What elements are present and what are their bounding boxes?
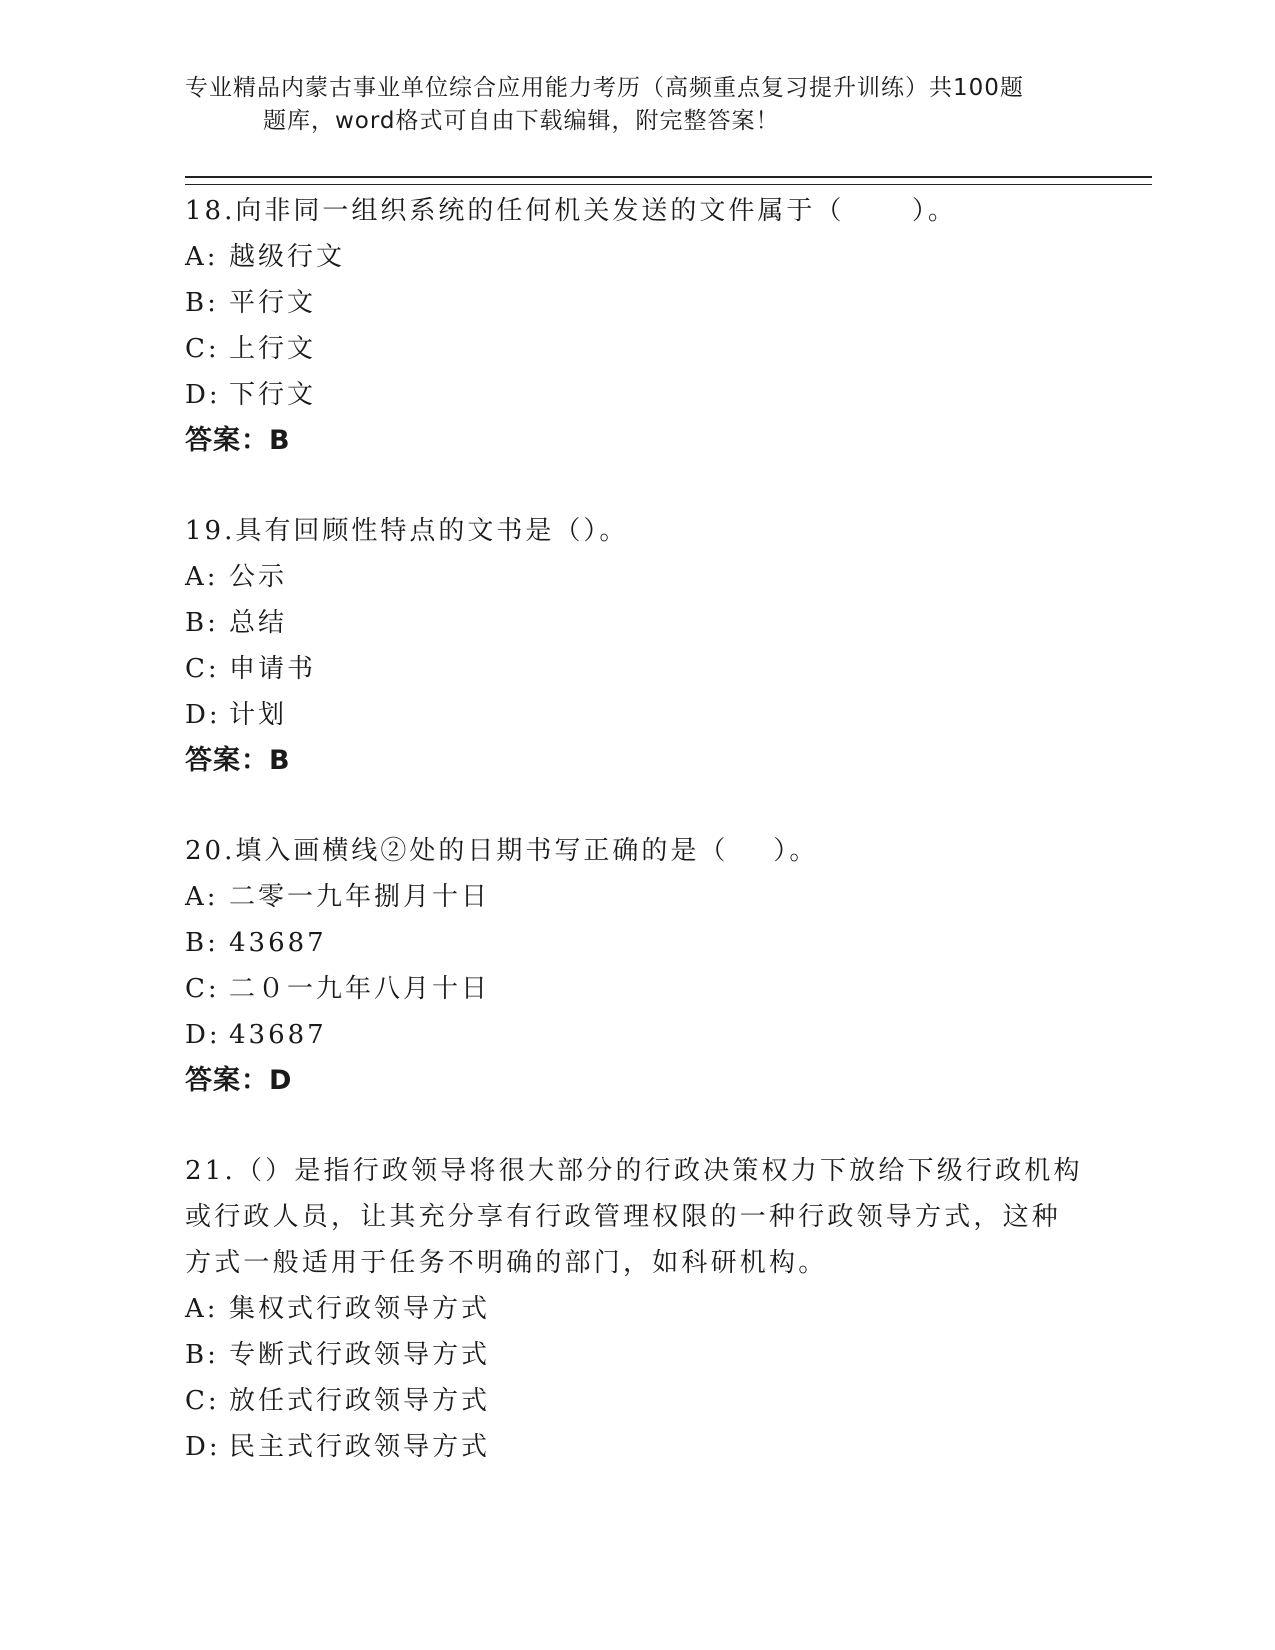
option-d bbox=[185, 1424, 1085, 1470]
option-letter: D: bbox=[185, 700, 221, 730]
option-letter: A: bbox=[185, 882, 219, 912]
question-21 bbox=[185, 1148, 1085, 1470]
option-letter: D: bbox=[185, 380, 221, 410]
option-text: 民主式行政领导方式 bbox=[229, 1432, 491, 1462]
option-letter: A: bbox=[185, 562, 219, 592]
option-d bbox=[185, 692, 1085, 738]
option-a bbox=[185, 554, 1085, 600]
option-letter: D: bbox=[185, 1432, 221, 1462]
option-letter: B: bbox=[185, 1340, 219, 1370]
question-text: 21.（）是指行政领导将很大部分的行政决策权力下放给下级行政机构或行政人员，让其充分享有行政管理权限的一种行政领导方式，这种方式一般适用于任务不明确的部门，如科研机构。 bbox=[185, 1156, 1083, 1278]
option-letter: B: bbox=[185, 288, 219, 318]
option-letter: D: bbox=[185, 1020, 221, 1050]
option-text: 公示 bbox=[229, 562, 288, 592]
answer-label: 答案：B bbox=[185, 745, 291, 776]
option-c bbox=[185, 646, 1085, 692]
option-letter: C: bbox=[185, 654, 220, 684]
option-a bbox=[185, 234, 1085, 280]
option-d bbox=[185, 372, 1085, 418]
option-text: 专断式行政领导方式 bbox=[229, 1340, 491, 1370]
page-header bbox=[185, 72, 1085, 138]
option-text: 总结 bbox=[229, 608, 288, 638]
option-letter: C: bbox=[185, 974, 220, 1004]
option-c bbox=[185, 966, 1085, 1012]
question-text: 20.填入画横线②处的日期书写正确的是（ ）。 bbox=[185, 836, 819, 866]
option-text: 集权式行政领导方式 bbox=[229, 1294, 491, 1324]
option-text: 越级行文 bbox=[229, 242, 346, 272]
option-text: 放任式行政领导方式 bbox=[229, 1386, 491, 1416]
option-text: 43687 bbox=[229, 1020, 327, 1050]
option-b bbox=[185, 600, 1085, 646]
option-a bbox=[185, 1286, 1085, 1332]
option-letter: B: bbox=[185, 608, 219, 638]
answer-label: 答案：D bbox=[185, 1065, 293, 1096]
document-title-line-1: 专业精品内蒙古事业单位综合应用能力考历（高频重点复习提升训练）共100题 bbox=[185, 75, 1024, 101]
option-b bbox=[185, 280, 1085, 326]
option-b bbox=[185, 920, 1085, 966]
option-text: 二０一九年八月十日 bbox=[229, 974, 491, 1004]
option-text: 上行文 bbox=[229, 334, 317, 364]
question-20 bbox=[185, 828, 1085, 1104]
option-letter: C: bbox=[185, 1386, 220, 1416]
option-c bbox=[185, 326, 1085, 372]
option-d bbox=[185, 1012, 1085, 1058]
option-letter: A: bbox=[185, 242, 219, 272]
option-letter: B: bbox=[185, 928, 219, 958]
header-divider bbox=[185, 176, 1152, 185]
question-list bbox=[185, 188, 1085, 1514]
question-text: 19.具有回顾性特点的文书是（）。 bbox=[185, 516, 629, 546]
document-title-line-2: 题库，word格式可自由下载编辑，附完整答案！ bbox=[263, 108, 780, 134]
answer-label: 答案：B bbox=[185, 425, 291, 456]
option-text: 下行文 bbox=[229, 380, 317, 410]
question-text: 18.向非同一组织系统的任何机关发送的文件属于（ ）。 bbox=[185, 196, 957, 226]
option-b bbox=[185, 1332, 1085, 1378]
question-19 bbox=[185, 508, 1085, 784]
option-c bbox=[185, 1378, 1085, 1424]
option-text: 43687 bbox=[229, 928, 327, 958]
question-18 bbox=[185, 188, 1085, 464]
option-text: 平行文 bbox=[229, 288, 317, 318]
option-a bbox=[185, 874, 1085, 920]
option-letter: C: bbox=[185, 334, 220, 364]
option-text: 计划 bbox=[229, 700, 288, 730]
option-text: 二零一九年捌月十日 bbox=[229, 882, 491, 912]
option-letter: A: bbox=[185, 1294, 219, 1324]
option-text: 申请书 bbox=[229, 654, 317, 684]
